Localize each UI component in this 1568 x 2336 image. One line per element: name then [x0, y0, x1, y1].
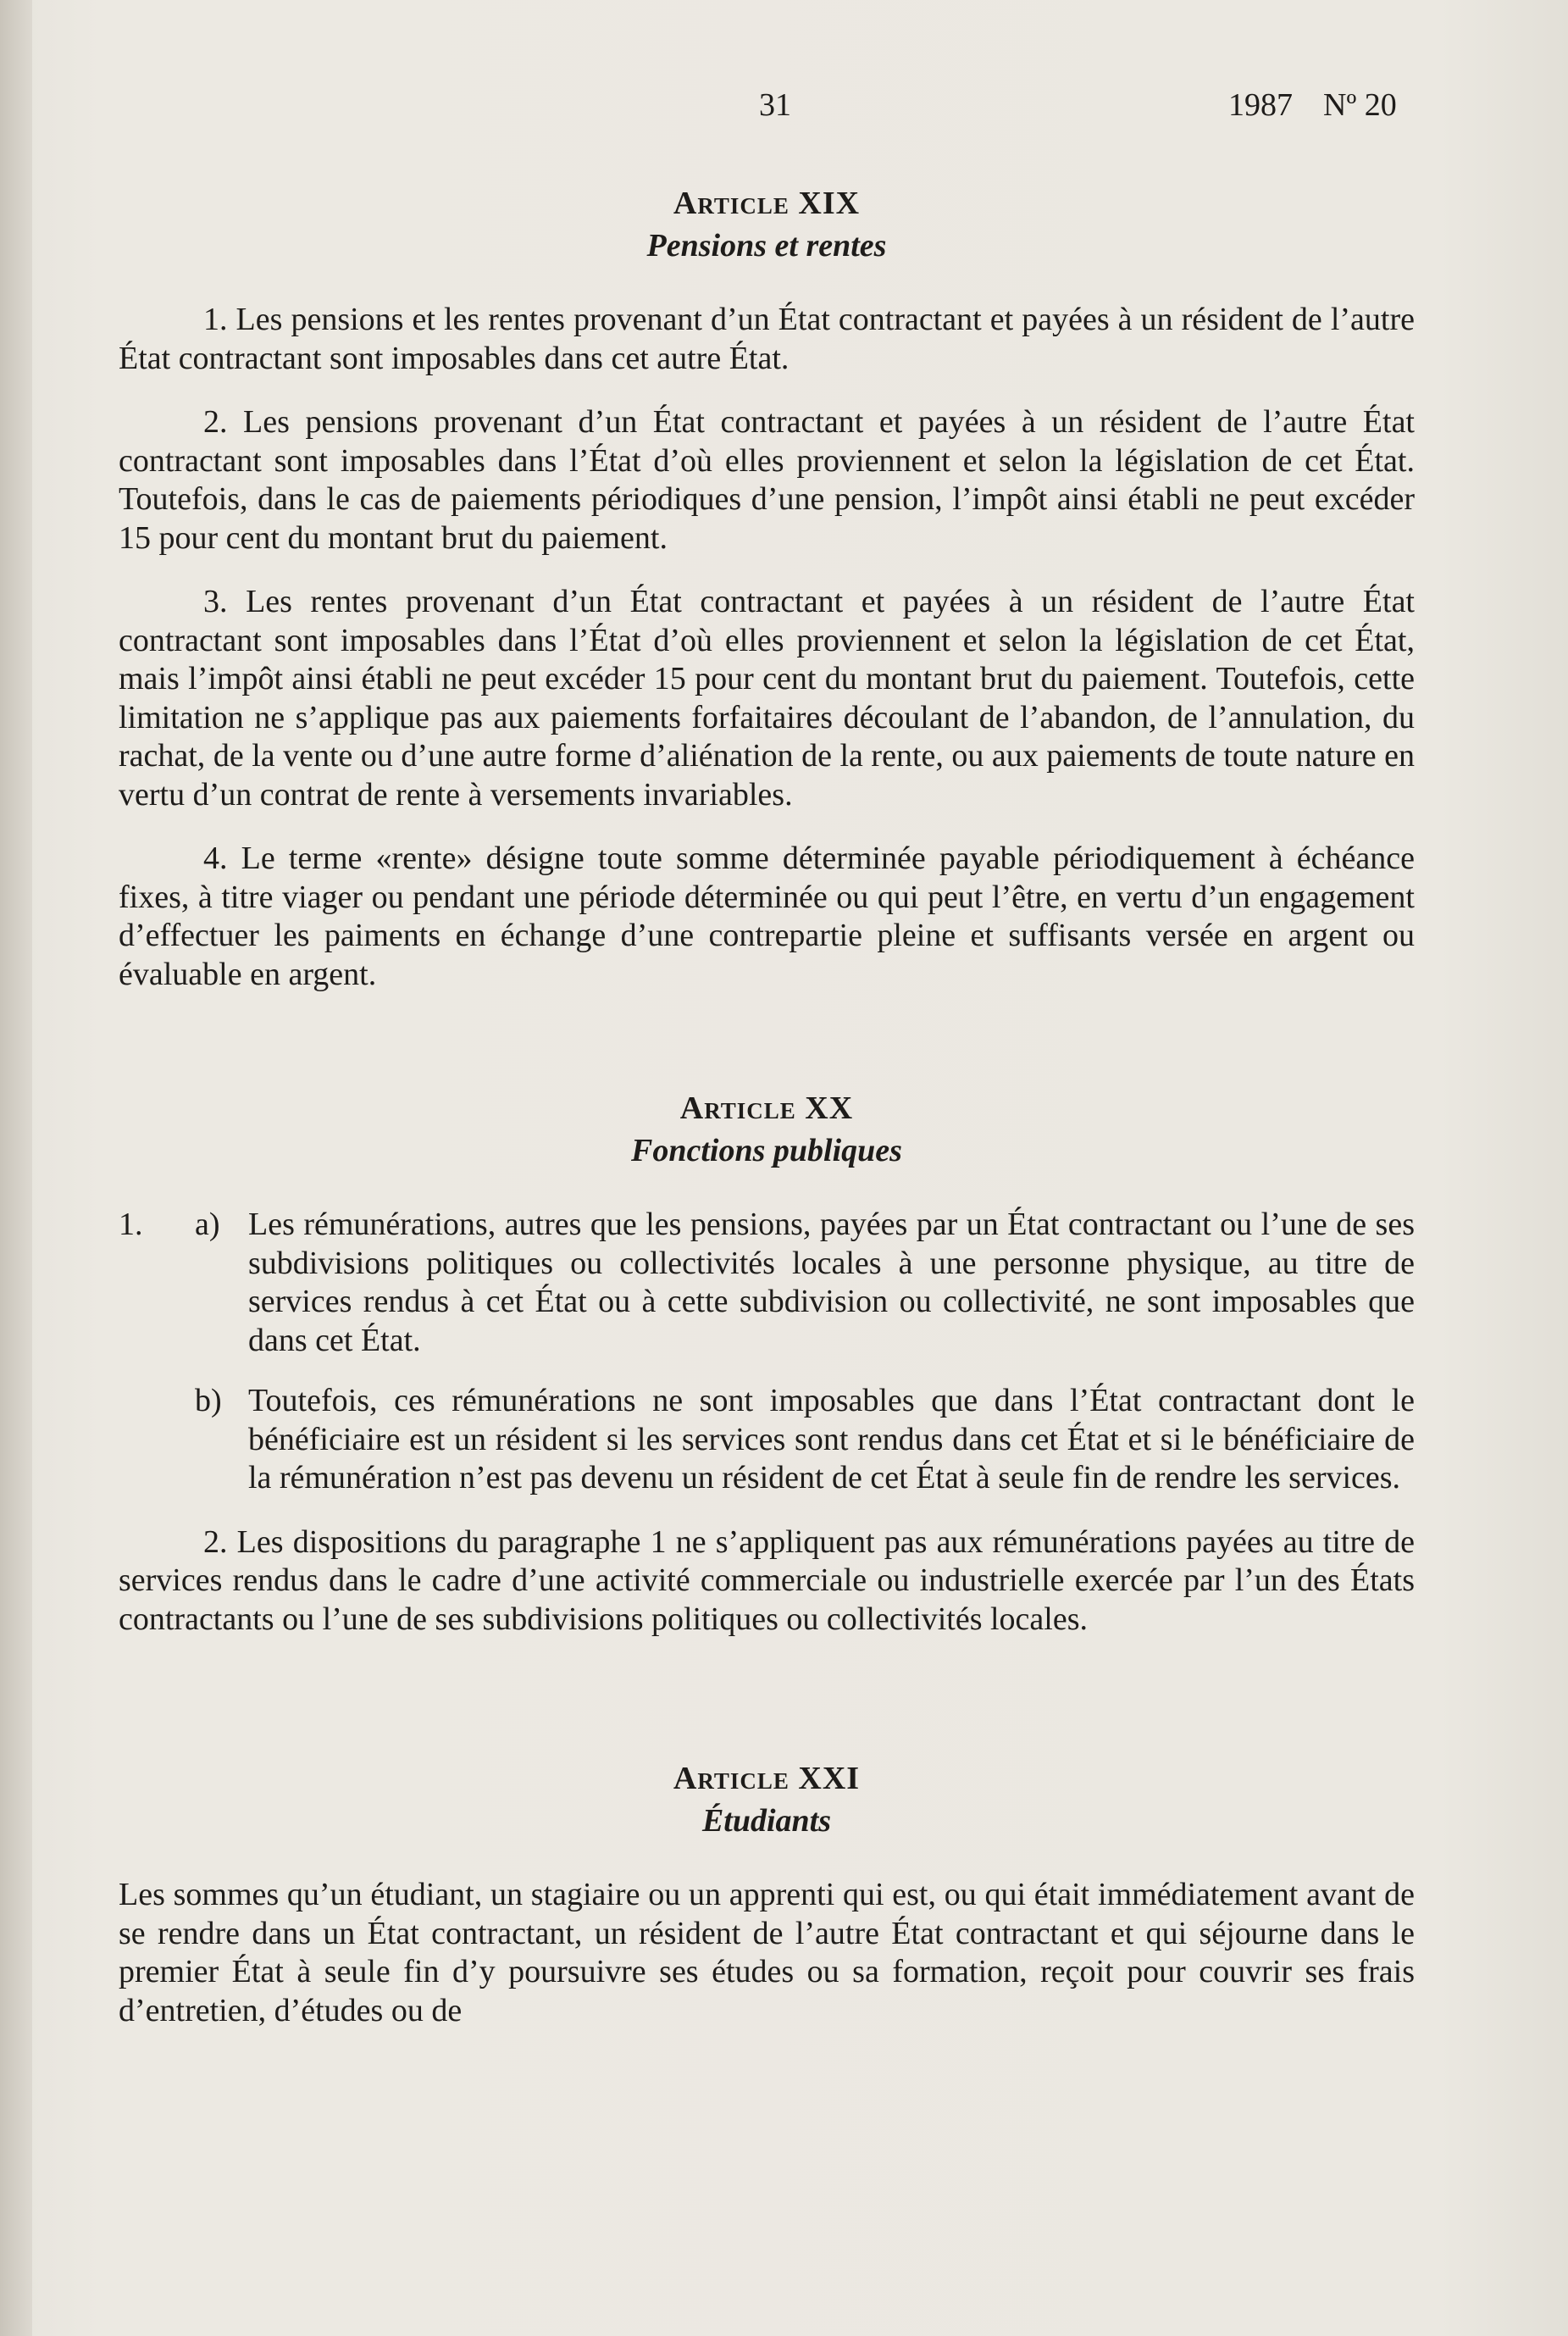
paragraph: Les sommes qu’un étudiant, un stagiaire ou un apprenti qui est, ou qui était immédiatement avant de se rendre dans un État contractant, un résident de l’autre État contractant et qui séjourne dans le premier État à seule fin d’y poursuivre ses études ou sa formation, reçoit pour couvrir ses frais d’entretien, d’études ou de — [119, 1877, 1415, 2028]
paragraph: 2. Les dispositions du paragraphe 1 ne s’appliquent pas aux rémunérations payées au titre de services rendus dans le cadre d’une activité commerciale ou industrielle exercée par l’un des États contractants ou l’une de ses subdivisions politiques ou collectivités locales. — [119, 1523, 1415, 1637]
article-xix — [119, 182, 1415, 994]
article-subtitle: Pensions et rentes — [646, 228, 887, 264]
paragraph: 2. Les pensions provenant d’un État contractant et payées à un résident de l’autre État contractant sont imposables dans l’État d’où elles proviennent et selon la législation de cet État. Toutefois, dans le cas de paiements périodiques d’une pension, l’impôt ainsi établi ne peut excéder 15 pour cent du montant brut du paiement. — [119, 404, 1415, 556]
page-number: 31 — [759, 87, 791, 123]
spacer — [119, 1019, 1415, 1087]
sub-paragraph-label: a) — [195, 1207, 220, 1242]
paragraph: 1. Les pensions et les rentes provenant d’un État contractant et payées à un résident de l’autre État contractant sont imposables dans cet autre État. — [119, 302, 1415, 376]
article-xxi — [119, 1757, 1415, 2030]
sub-paragraph-b — [119, 1382, 1415, 1498]
document-body — [119, 182, 1415, 2056]
running-header — [0, 86, 1568, 137]
issue-reference — [1228, 86, 1397, 124]
issue-year: 1987 — [1228, 87, 1293, 123]
sub-paragraph-text: Les rémunérations, autres que les pensions, payées par un État contractant ou l’une de ses subdivisions politiques ou collectivités locales à une personne physique, au titre de services rendus à cet État ou à cette subdivision ou collectivité, ne sont imposables que dans cet État. — [248, 1207, 1415, 1358]
article-title: Article XXI — [673, 1761, 861, 1796]
page-gutter — [0, 0, 32, 2336]
article-title: Article XIX — [673, 186, 861, 221]
paragraph-number: 1. — [119, 1207, 143, 1242]
paragraph: 3. Les rentes provenant d’un État contractant et payées à un résident de l’autre État contractant sont imposables dans l’État d’où elles proviennent et selon la législation de cet État, mais l’impôt ainsi établi ne peut excéder 15 pour cent du montant brut du paiement. Toutefois, cette limitation ne s’applique pas aux paiements forfaitaires découlant de l’abandon, de l’annulation, du rachat, de la vente ou d’une autre forme d’aliénation de la rente, ou aux paiements de toute nature en vertu d’un contrat de rente à versements invariables. — [119, 584, 1415, 813]
article-subtitle: Étudiants — [701, 1803, 832, 1839]
spacer — [119, 1664, 1415, 1757]
numbered-paragraph — [119, 1206, 1415, 1498]
issue-number: Nº 20 — [1323, 87, 1397, 123]
paragraph: 4. Le terme «rente» désigne toute somme déterminée payable périodiquement à échéance fixes, à titre viager ou pendant une période déterminée ou qui peut l’être, en vertu d’un engagement d’effectuer les paiments en échange d’une contrepartie pleine et suffisants versée en argent ou évaluable en argent. — [119, 841, 1415, 992]
sub-paragraph-label: b) — [195, 1383, 222, 1418]
sub-paragraph-text: Toutefois, ces rémunérations ne sont imposables que dans l’État contractant dont le bénéficiaire est un résident si les services sont rendus dans cet État et si le bénéficiaire de la rémunération n’est pas devenu un résident de cet État à seule fin de rendre les services. — [248, 1383, 1415, 1495]
article-title: Article XX — [679, 1090, 854, 1126]
article-subtitle: Fonctions publiques — [631, 1133, 902, 1168]
sub-paragraph-a — [119, 1206, 1415, 1360]
article-xx — [119, 1087, 1415, 1639]
